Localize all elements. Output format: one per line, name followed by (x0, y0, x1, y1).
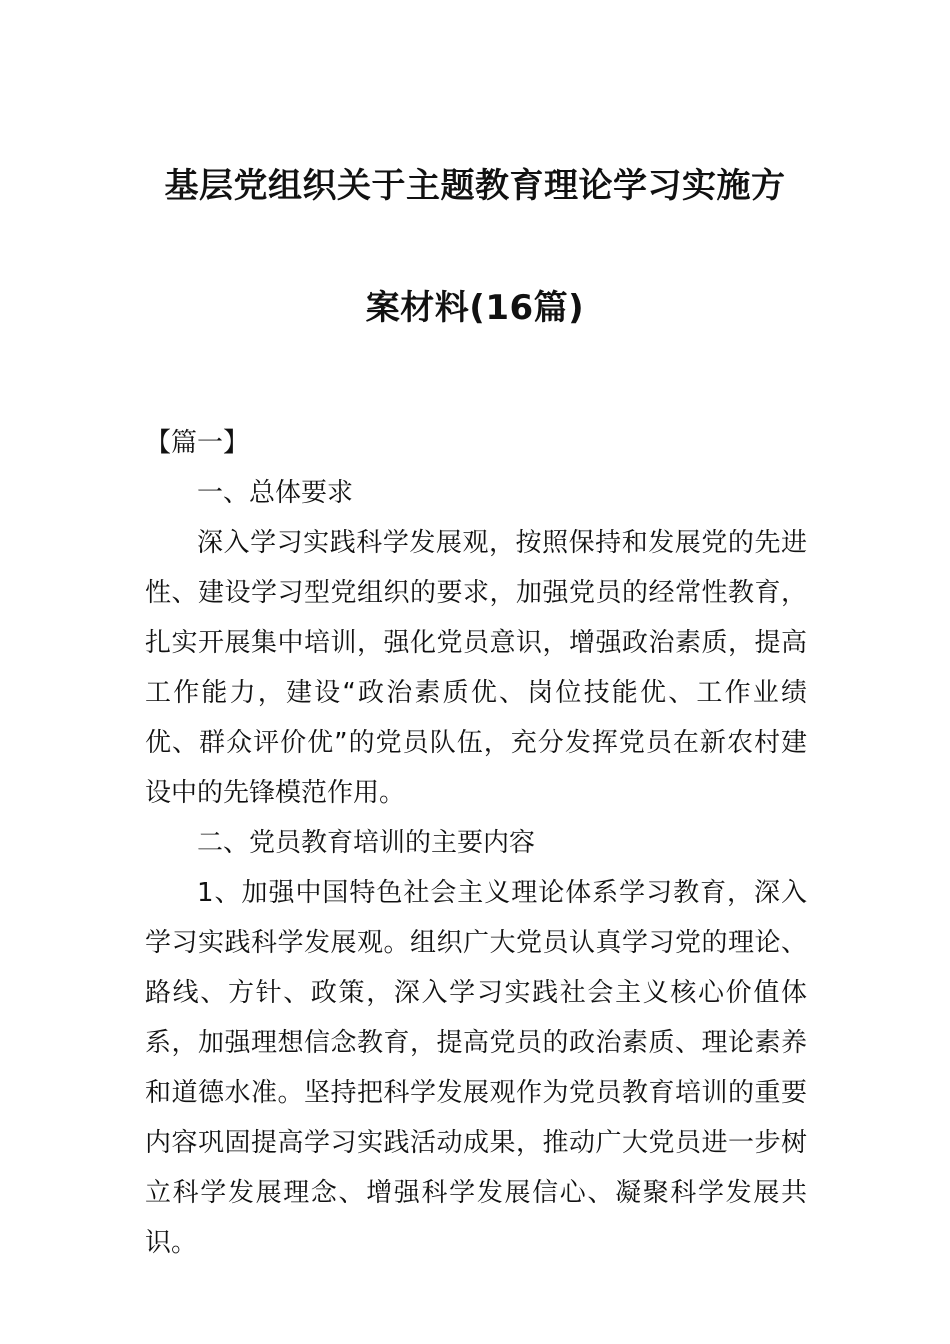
paragraph-general-requirements: 深入学习实践科学发展观，按照保持和发展党的先进性、建设学习型党组织的要求，加强党员的经常性教育，扎实开展集中培训，强化党员意识，增强政治素质，提高工作能力，建设“政治素质优、岗位技能优、工作业绩优、群众评价优”的党员队伍，充分发挥党员在新农村建设中的先锋模范作用。 (145, 528, 807, 808)
document-title-line-2: 案材料(16篇) (365, 288, 585, 328)
document-title-line-1: 基层党组织关于主题教育理论学习实施方 (164, 166, 786, 206)
document-body (145, 418, 807, 1268)
heading-training-content: 二、党员教育培训的主要内容 (197, 828, 536, 858)
paragraph-training-content: 1、加强中国特色社会主义理论体系学习教育，深入学习实践科学发展观。组织广大党员认真学习党的理论、路线、方针、政策，深入学习实践社会主义核心价值体系，加强理想信念教育，提高党员的政治素质、理论素养和道德水准。坚持把科学发展观作为党员教育培训的重要内容巩固提高学习实践活动成果，推动广大党员进一步树立科学发展理念、增强科学发展信心、凝聚科学发展共识。 (145, 878, 807, 1258)
heading-general-requirements: 一、总体要求 (197, 478, 354, 508)
section-label: 【篇一】 (145, 428, 250, 458)
